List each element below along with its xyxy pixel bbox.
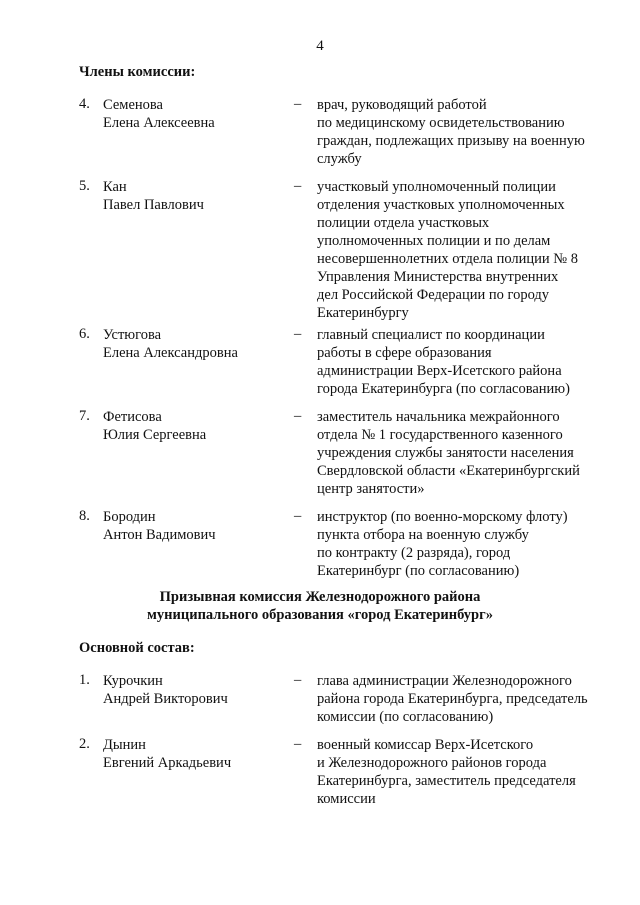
members-heading: Члены комиссии: (79, 64, 196, 80)
role-line: города Екатеринбурга (по согласованию) (317, 381, 570, 397)
role-line: по медицинскому освидетельствованию (317, 115, 565, 131)
role-line: пункта отбора на военную службу (317, 527, 529, 543)
member-role (317, 508, 617, 580)
given-names: Павел Павлович (103, 197, 204, 213)
role-line: главный специалист по координации (317, 327, 545, 343)
role-line: уполномоченных полиции и по делам (317, 233, 551, 249)
dash: – (294, 672, 302, 688)
member-name (103, 96, 215, 132)
dash: – (294, 326, 302, 342)
role-line: врач, руководящий работой (317, 97, 487, 113)
role-line: дел Российской Федерации по городу (317, 287, 550, 303)
member-role (317, 736, 617, 808)
member-name (103, 178, 204, 214)
surname: Семенова (103, 97, 163, 113)
role-line: и Железнодорожного районов города (317, 755, 547, 771)
surname: Курочкин (103, 673, 163, 689)
member-role (317, 178, 617, 322)
member-role (317, 408, 617, 498)
member-name (103, 326, 238, 362)
given-names: Евгений Аркадьевич (103, 755, 232, 771)
entry-number: 8. (79, 508, 90, 524)
role-line: администрации Верх-Исетского района (317, 363, 562, 379)
surname: Фетисова (103, 409, 162, 425)
member-role (317, 96, 617, 168)
dash: – (294, 178, 302, 194)
dash: – (294, 408, 302, 424)
member-role (317, 672, 617, 726)
given-names: Елена Алексеевна (103, 115, 215, 131)
member-name (103, 408, 206, 444)
role-line: Екатеринбурга, заместитель председателя (317, 773, 576, 789)
surname: Устюгова (103, 327, 162, 343)
role-line: учреждения службы занятости населения (317, 445, 574, 461)
role-line: комиссии (по согласованию) (317, 709, 494, 725)
member-role (317, 326, 617, 398)
section-title (0, 588, 640, 624)
role-line: Свердловской области «Екатеринбургский (317, 463, 580, 479)
role-line: по контракту (2 разряда), город (317, 545, 511, 561)
entry-number: 2. (79, 736, 90, 752)
section-title-line: муниципального образования «город Екатеринбург» (147, 607, 493, 623)
dash: – (294, 736, 302, 752)
role-line: Екатеринбург (по согласованию) (317, 563, 520, 579)
section-title-line: Призывная комиссия Железнодорожного района (159, 589, 481, 605)
entry-number: 4. (79, 96, 90, 112)
role-line: службу (317, 151, 362, 167)
surname: Кан (103, 179, 127, 195)
role-line: работы в сфере образования (317, 345, 492, 361)
entry-number: 1. (79, 672, 90, 688)
role-line: несовершеннолетних отдела полиции № 8 (317, 251, 579, 267)
surname: Дынин (103, 737, 146, 753)
role-line: полиции отдела участковых (317, 215, 490, 231)
role-line: района города Екатеринбурга, председатель (317, 691, 588, 707)
role-line: отделения участковых уполномоченных (317, 197, 565, 213)
role-line: участковый уполномоченный полиции (317, 179, 556, 195)
member-name (103, 672, 228, 708)
entry-number: 6. (79, 326, 90, 342)
given-names: Елена Александровна (103, 345, 238, 361)
surname: Бородин (103, 509, 156, 525)
role-line: Екатеринбургу (317, 305, 409, 321)
given-names: Андрей Викторович (103, 691, 228, 707)
entry-number: 5. (79, 178, 90, 194)
member-name (103, 508, 216, 544)
role-line: граждан, подлежащих призыву на военную (317, 133, 585, 149)
member-name (103, 736, 231, 772)
dash: – (294, 96, 302, 112)
main-composition-heading: Основной состав: (79, 640, 195, 656)
dash: – (294, 508, 302, 524)
role-line: инструктор (по военно-морскому флоту) (317, 509, 568, 525)
given-names: Антон Вадимович (103, 527, 216, 543)
role-line: глава администрации Железнодорожного (317, 673, 572, 689)
role-line: центр занятости» (317, 481, 425, 497)
given-names: Юлия Сергеевна (103, 427, 207, 443)
page-number: 4 (316, 38, 324, 54)
role-line: комиссии (317, 791, 376, 807)
role-line: Управления Министерства внутренних (317, 269, 559, 285)
entry-number: 7. (79, 408, 90, 424)
role-line: отдела № 1 государственного казенного (317, 427, 563, 443)
role-line: заместитель начальника межрайонного (317, 409, 560, 425)
role-line: военный комиссар Верх-Исетского (317, 737, 534, 753)
